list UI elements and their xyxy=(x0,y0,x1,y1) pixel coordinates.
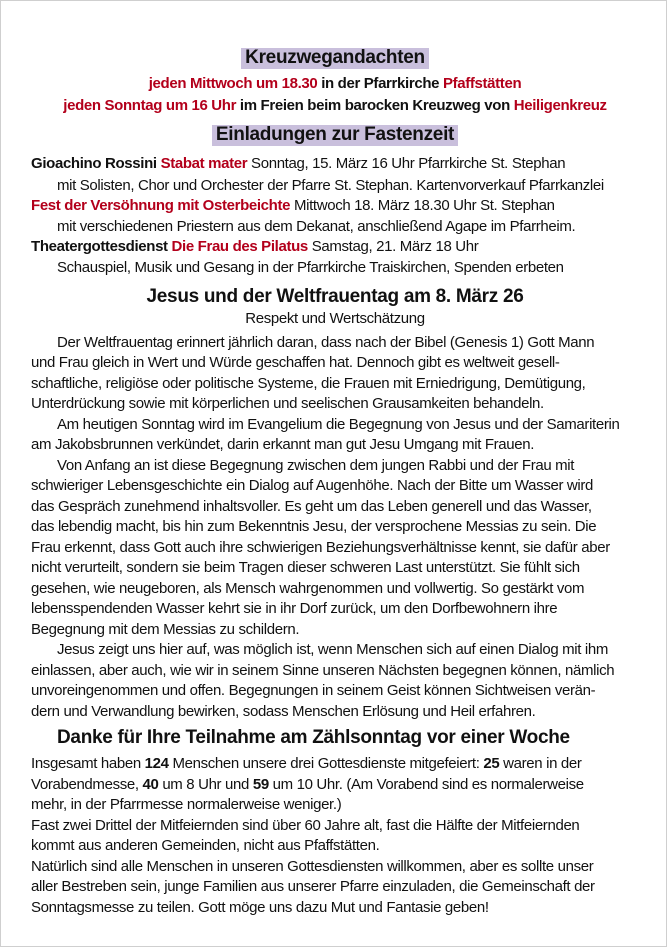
kreuzweg-line-2 xyxy=(31,96,639,116)
kreuzweg-heading-line xyxy=(31,48,639,69)
article-line: lebensspendenden Wasser kehrt sie in ihr Dorf zurück, um den Dorfbewohnern ihre xyxy=(31,600,558,617)
count-vorabend: 25 xyxy=(483,755,500,772)
thanks-text: Vorabendmesse, xyxy=(31,776,143,793)
event-1-details: Sonntag, 15. März 16 Uhr Pfarrkirche St. Stephan xyxy=(247,155,566,172)
article-line: Unterdrückung sowie mit körperlichen und seelischen Grausamkeiten behandeln. xyxy=(31,395,544,412)
kreuzweg-wednesday-town: Pfaffstätten xyxy=(442,75,522,92)
fasten-event-1 xyxy=(31,154,639,174)
event-2-details: Mittwoch 18. März 18.30 Uhr St. Stephan xyxy=(290,197,555,214)
fasten-event-2 xyxy=(31,196,639,216)
article-title: Jesus und der Weltfrauentag am 8. März 26 xyxy=(146,287,524,307)
thanks-title: Danke für Ihre Teilnahme am Zählsonntag vor einer Woche xyxy=(57,728,570,748)
article-line: gesehen, wie neugeboren, als Mensch wahrgenommen und vollwertig. So gestärkt vom xyxy=(31,580,585,597)
event-3-title: Die Frau des Pilatus xyxy=(171,238,308,255)
article-line: Jesus zeigt uns hier auf, was möglich ist, wenn Menschen sich auf einen Dialog mit ihm xyxy=(57,641,609,658)
article-line: Frau erkennt, dass Gott auch ihre schwierigen Beziehungsverhältnisse kennt, sie dafür aber xyxy=(31,539,610,556)
article-line: einlassen, aber auch, wie wir in seinem Sinne unseren Nächsten begegnen können, nämlich xyxy=(31,662,615,679)
event-1-composer: Gioachino Rossini xyxy=(31,155,161,172)
article-line: das Gespräch zunehmend inhaltsvoller. Es geht um das Leben generell und das Wasser, xyxy=(31,498,592,515)
fasten-heading-line xyxy=(31,125,639,146)
kreuzweg-wednesday-place: in der Pfarrkirche xyxy=(317,75,443,92)
fasten-event-2-sub: mit verschiedenen Priestern aus dem Dekanat, anschließend Agape im Pfarrheim. xyxy=(57,218,576,235)
thanks-line-3: mehr, in der Pfarrmesse normalerweise weniger.) xyxy=(31,796,342,813)
kreuzweg-sunday-time: jeden Sonntag um 16 Uhr xyxy=(63,97,237,114)
article-line: dern und Verwandlung bewirken, sodass Menschen Erlösung und Heil erfahren. xyxy=(31,703,536,720)
article-line: Am heutigen Sonntag wird im Evangelium die Begegnung von Jesus und der Samariterin xyxy=(57,416,620,433)
thanks-text: um 10 Uhr. (Am Vorabend sind es normalerweise xyxy=(268,776,584,793)
article-line: am Jakobsbrunnen verkündet, darin erkannt man gut Jesu Umgang mit Frauen. xyxy=(31,436,535,453)
event-2-title: Fest der Versöhnung mit Osterbeichte xyxy=(31,197,291,214)
kreuzweg-line-1 xyxy=(31,74,639,94)
thanks-line-7: aller Bestreben sein, junge Familien aus unserer Pfarre einzuladen, die Gemeinschaft der xyxy=(31,878,595,895)
thanks-line-5: kommt aus anderen Gemeinden, nicht aus Pfaffstätten. xyxy=(31,837,380,854)
article-line: das lebendig macht, bis hin zum Bekenntnis Jesu, der versprochene Messias zu sein. Die xyxy=(31,518,597,535)
article-line: Von Anfang an ist diese Begegnung zwischen dem jungen Rabbi und der Frau mit xyxy=(57,457,575,474)
thanks-line-4: Fast zwei Drittel der Mitfeiernden sind über 60 Jahre alt, fast die Hälfte der Mitfeiernden xyxy=(31,817,580,834)
article-line: nicht verurteilt, sondern sie beim Tragen dieser schweren Last unterstützt. Sie fühlt sich xyxy=(31,559,580,576)
thanks-text: Insgesamt haben xyxy=(31,755,145,772)
count-8-uhr: 40 xyxy=(142,776,159,793)
event-1-title: Stabat mater xyxy=(160,155,248,172)
thanks-line-1 xyxy=(31,754,639,774)
article-line: und Frau gleich in Wert und Würde geschaffen hat. Dennoch gibt es weltweit gesell- xyxy=(31,354,560,371)
article-line: Der Weltfrauentag erinnert jährlich daran, dass nach der Bibel (Genesis 1) Gott Mann xyxy=(57,334,595,351)
fasten-event-1-sub: mit Solisten, Chor und Orchester der Pfarre St. Stephan. Kartenvorverkauf Pfarrkanzlei xyxy=(57,177,604,194)
fasten-event-3-sub: Schauspiel, Musik und Gesang in der Pfarrkirche Traiskirchen, Spenden erbeten xyxy=(57,259,564,276)
count-total: 124 xyxy=(144,755,169,772)
article-subtitle: Respekt und Wertschätzung xyxy=(245,310,425,327)
article-line: schaftliche, religiöse oder politische Systeme, die Frauen mit Erniedrigung, Demütigung, xyxy=(31,375,586,392)
kreuzweg-wednesday-time: jeden Mittwoch um 18.30 xyxy=(148,75,318,92)
article-line: Begegnung mit dem Messias zu schildern. xyxy=(31,621,300,638)
article-line: unvoreingenommen und offen. Begegnungen in seinem Geist können Sichtweisen verän- xyxy=(31,682,596,699)
event-3-type: Theatergottesdienst xyxy=(31,238,172,255)
fasten-heading: Einladungen zur Fastenzeit xyxy=(212,125,458,146)
thanks-text: um 8 Uhr und xyxy=(158,776,253,793)
article-line: schwieriger Lebensgeschichte ein Dialog auf Augenhöhe. Nach der Bitte um Wasser wird xyxy=(31,477,594,494)
thanks-line-6: Natürlich sind alle Menschen in unseren Gottesdiensten willkommen, aber es sollte unser xyxy=(31,858,594,875)
kreuzweg-sunday-town: Heiligenkreuz xyxy=(513,97,607,114)
thanks-line-8: Sonntagsmesse zu teilen. Gott möge uns dazu Mut und Fantasie geben! xyxy=(31,899,489,916)
thanks-text: waren in der xyxy=(499,755,582,772)
thanks-text: Menschen unsere drei Gottesdienste mitgefeiert: xyxy=(168,755,484,772)
event-3-details: Samstag, 21. März 18 Uhr xyxy=(307,238,479,255)
kreuzweg-sunday-place: im Freien beim barocken Kreuzweg von xyxy=(236,97,514,114)
thanks-line-2 xyxy=(31,775,639,795)
count-10-uhr: 59 xyxy=(252,776,269,793)
kreuzweg-heading: Kreuzwegandachten xyxy=(241,48,429,69)
fasten-event-3 xyxy=(31,237,639,257)
